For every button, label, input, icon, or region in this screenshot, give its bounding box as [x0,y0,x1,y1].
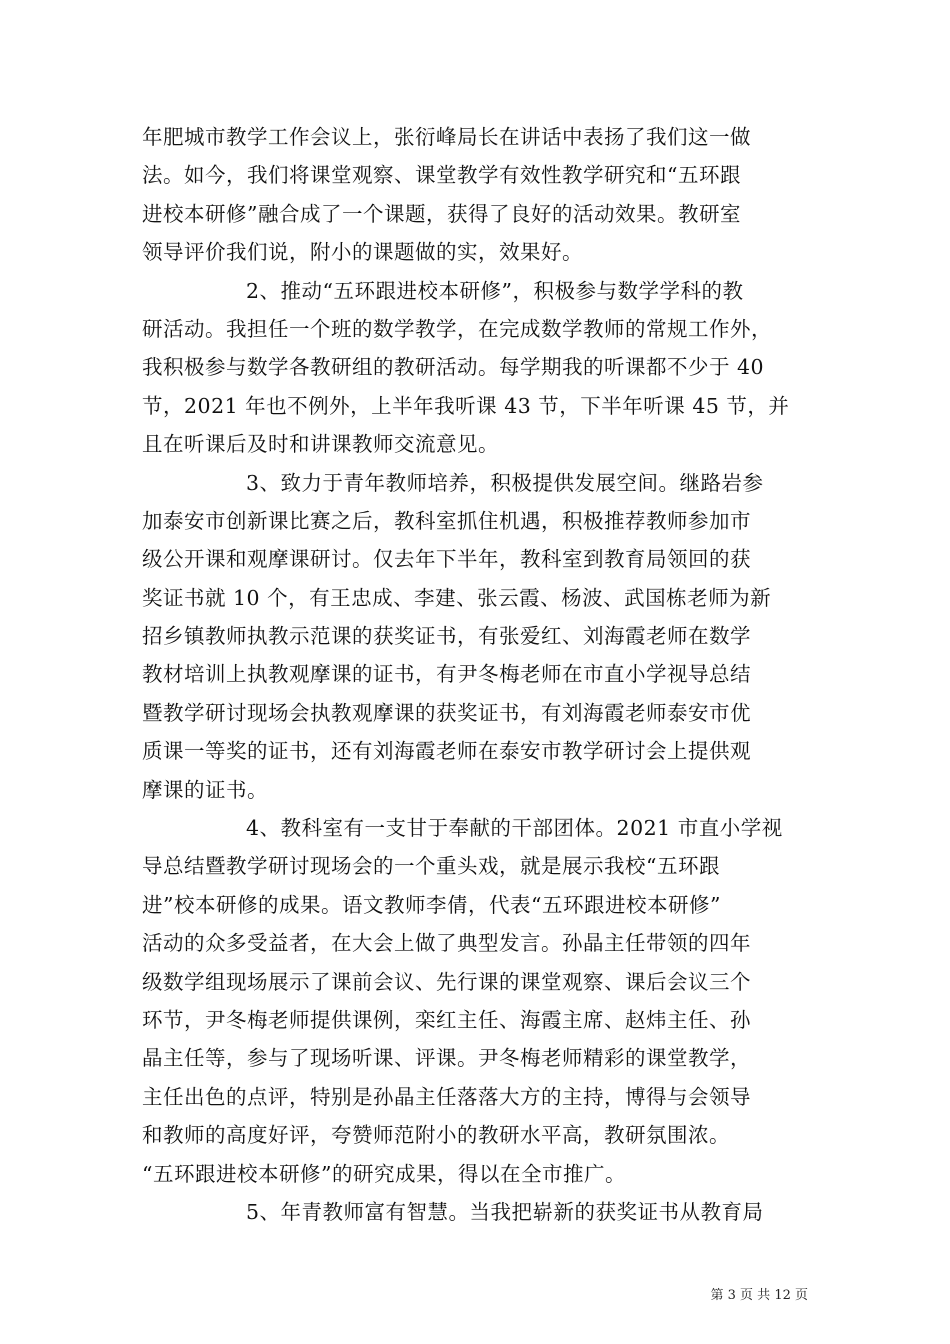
text-line: 摩课的证书。 [142,777,268,802]
text-line: 活动的众多受益者，在大会上做了典型发言。孙晶主任带领的四年 [142,931,751,956]
text-line: 导总结暨教学研讨现场会的一个重头戏，就是展示我校“五环跟 [142,854,720,879]
text-line: 年肥城市教学工作会议上，张衍峰局长在讲话中表扬了我们这一做 [142,125,751,149]
paragraph-4-start: 4、教科室有一支甘于奉献的干部团体。2021 市直小学视 [246,816,783,841]
text-line: 且在听课后及时和讲课教师交流意见。 [142,432,499,457]
paragraph-2-start: 2、推动“五环跟进校本研修”，积极参与数学学科的教 [246,278,744,303]
text-line: 质课一等奖的证书，还有刘海霞老师在泰安市教学研讨会上提供观 [142,739,751,764]
text-line: 暨教学研讨现场会执教观摩课的获奖证书，有刘海霞老师泰安市优 [142,700,751,725]
text-line: 领导评价我们说，附小的课题做的实，效果好。 [142,240,583,265]
text-line: 主任出色的点评，特别是孙晶主任落落大方的主持，博得与会领导 [142,1084,751,1109]
text-line: 进”校本研修的成果。语文教师李倩，代表“五环跟进校本研修” [142,892,721,917]
text-line: 进校本研修”融合成了一个课题，获得了良好的活动效果。教研室 [142,201,741,226]
text-line: 法。如今，我们将课堂观察、课堂教学有效性教学研究和“五环跟 [142,163,741,188]
text-line: 和教师的高度好评，夸赞师范附小的教研水平高，教研氛围浓。 [142,1123,730,1148]
body-text [142,118,808,1231]
text-line: 级数学组现场展示了课前会议、先行课的课堂观察、课后会议三个 [142,969,751,994]
text-line: 奖证书就 10 个，有王忠成、李建、张云霞、杨波、武国栋老师为新 [142,585,772,610]
paragraph-5-start: 5、年青教师富有智慧。当我把崭新的获奖证书从教育局 [246,1199,764,1224]
text-line: 教材培训上执教观摩课的证书，有尹冬梅老师在市直小学视导总结 [142,662,751,687]
text-line: 节，2021 年也不例外，上半年我听课 43 节，下半年听课 45 节，并 [142,393,790,418]
text-line: 环节，尹冬梅老师提供课例，栾红主任、海霞主席、赵炜主任、孙 [142,1007,751,1032]
text-line: “五环跟进校本研修”的研究成果，得以在全市推广。 [142,1161,626,1186]
text-line: 我积极参与数学各教研组的教研活动。每学期我的听课都不少于 40 [142,355,765,380]
paragraph-3-start: 3、致力于青年教师培养，积极提供发展空间。继路岩参 [246,470,764,495]
text-line: 晶主任等，参与了现场听课、评课。尹冬梅老师精彩的课堂教学， [142,1046,751,1071]
text-line: 加泰安市创新课比赛之后，教科室抓住机遇，积极推荐教师参加市 [142,508,751,533]
text-line: 招乡镇教师执教示范课的获奖证书，有张爱红、刘海霞老师在数学 [142,624,751,649]
page-number-footer: 第 3 页 共 12 页 [710,1288,808,1303]
text-line: 级公开课和观摩课研讨。仅去年下半年，教科室到教育局领回的获 [142,547,751,572]
text-line: 研活动。我担任一个班的数学教学，在完成数学教师的常规工作外， [142,316,772,341]
